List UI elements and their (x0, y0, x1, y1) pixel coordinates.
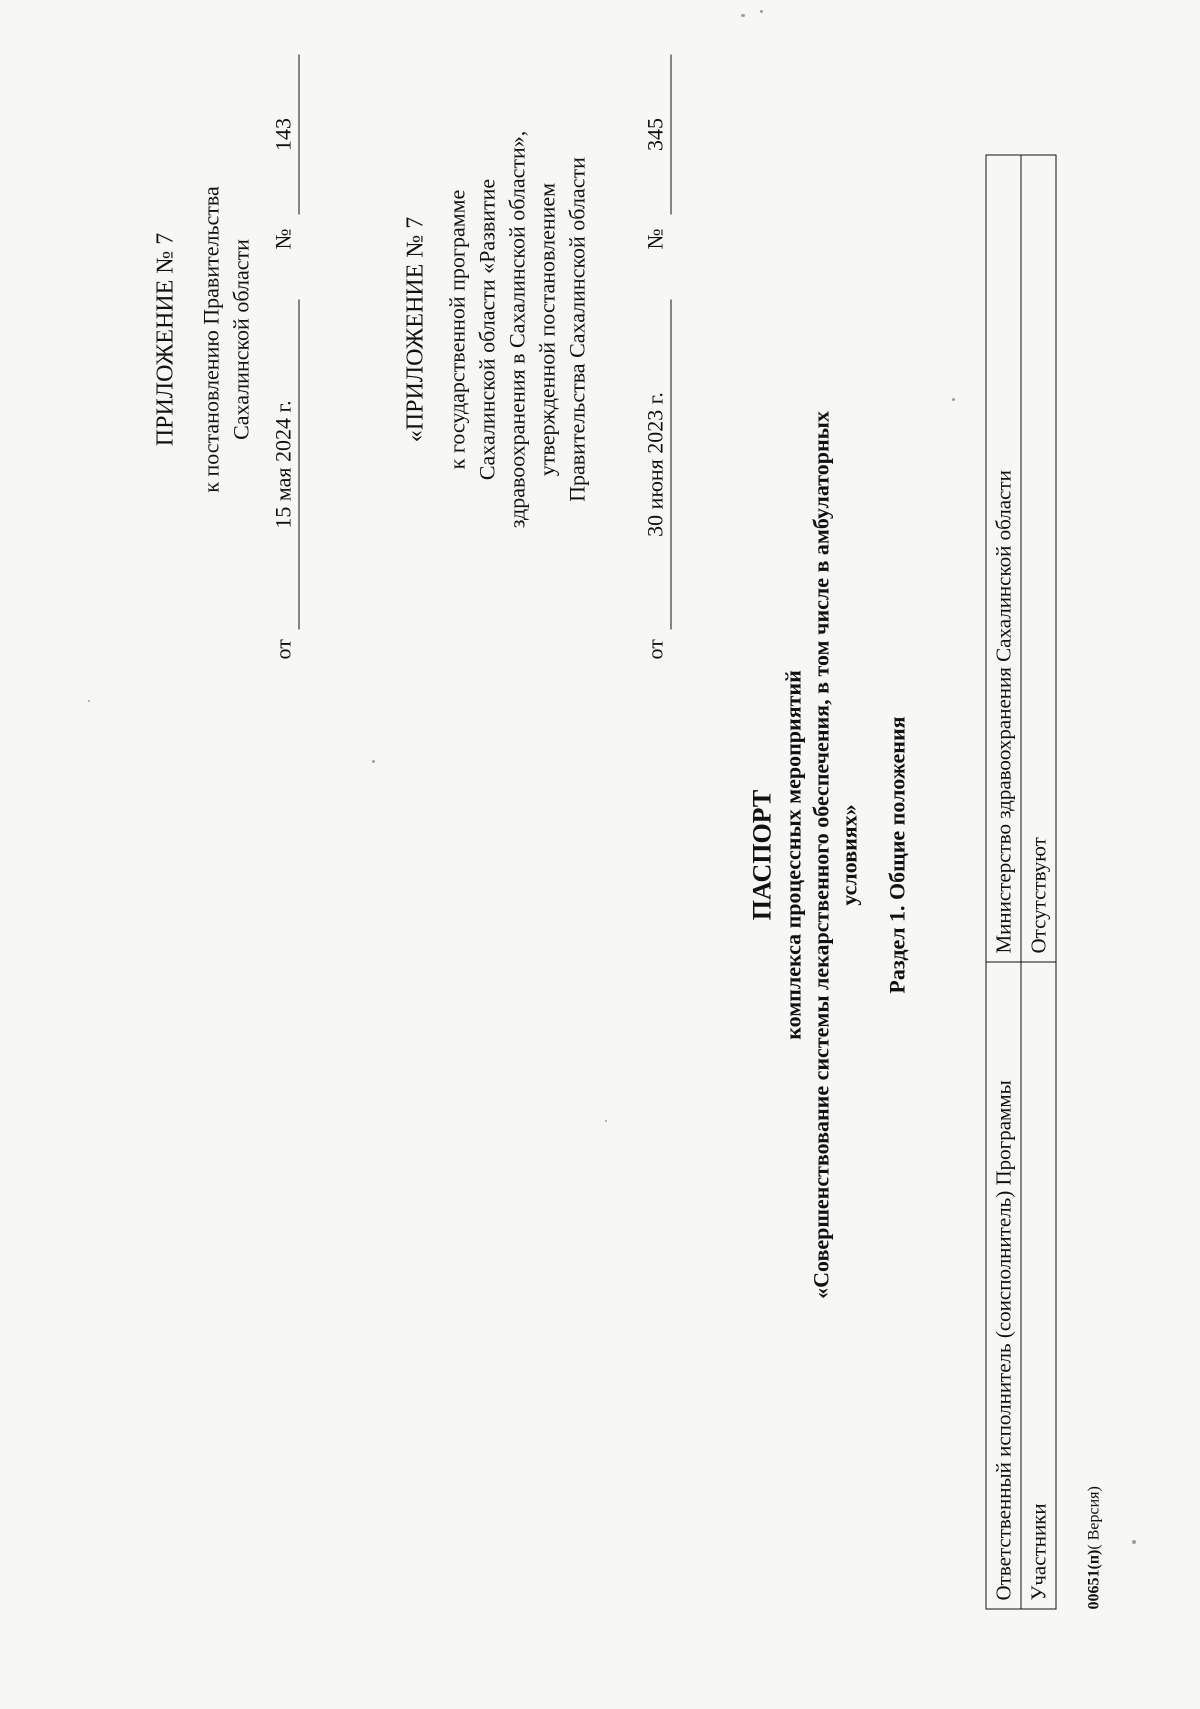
table-cell-label: Участники (1021, 962, 1056, 1609)
from-label: от (270, 638, 295, 659)
table-cell-label: Ответственный исполнитель (соисполнитель) Программы (986, 962, 1021, 1609)
document-footer (1085, 1486, 1103, 1609)
passport-title: ПАСПОРТ (747, 789, 776, 920)
from-label: от (642, 638, 667, 659)
appendix-2-line: к государственной программе (444, 189, 469, 469)
appendix-2-title: «ПРИЛОЖЕНИЕ № 7 (402, 216, 428, 442)
appendix-1-line: к постановлению Правительства (198, 185, 223, 493)
table-cell-value: Отсутствуют (1021, 155, 1056, 962)
appendix-1 (150, 69, 256, 609)
passport-subtitle: «Совершенствование системы лекарственного обеспечения, в том числе в амбулаторных (808, 410, 833, 1299)
section-title: Раздел 1. Общие положения (884, 715, 909, 994)
appendix-1-line: Сахалинской области (228, 238, 253, 440)
appendix-2-signature-row (640, 59, 672, 659)
number-label: № (642, 228, 667, 249)
appendix-2-date: 30 июня 2023 г. (640, 299, 671, 629)
table-row (1021, 155, 1056, 1609)
passport-subtitle: условиях» (836, 803, 861, 906)
document-code: 00651(п) (1085, 1549, 1102, 1609)
table-row (986, 155, 1021, 1609)
appendix-2-line: утвержденной постановлением (534, 182, 559, 476)
appendix-2 (400, 29, 592, 629)
passport-title-block (745, 0, 911, 1709)
appendix-1-signature-row (268, 59, 300, 659)
document-version: ( Версия) (1085, 1485, 1102, 1550)
appendix-2-line: Сахалинской области «Развитие (474, 178, 499, 480)
appendix-2-number: 345 (640, 54, 671, 214)
number-label: № (270, 228, 295, 249)
appendix-1-date: 15 мая 2024 г. (268, 299, 299, 629)
general-provisions-table (985, 154, 1056, 1609)
passport-subtitle: комплекса процессных мероприятий (780, 669, 805, 1040)
appendix-1-title: ПРИЛОЖЕНИЕ № 7 (152, 232, 178, 446)
appendix-1-number: 143 (268, 54, 299, 214)
table-cell-value: Министерство здравоохранения Сахалинской области (986, 155, 1021, 962)
appendix-2-line: Правительства Сахалинской области (564, 156, 589, 502)
appendix-2-line: здравоохранения в Сахалинской области», (504, 130, 529, 528)
